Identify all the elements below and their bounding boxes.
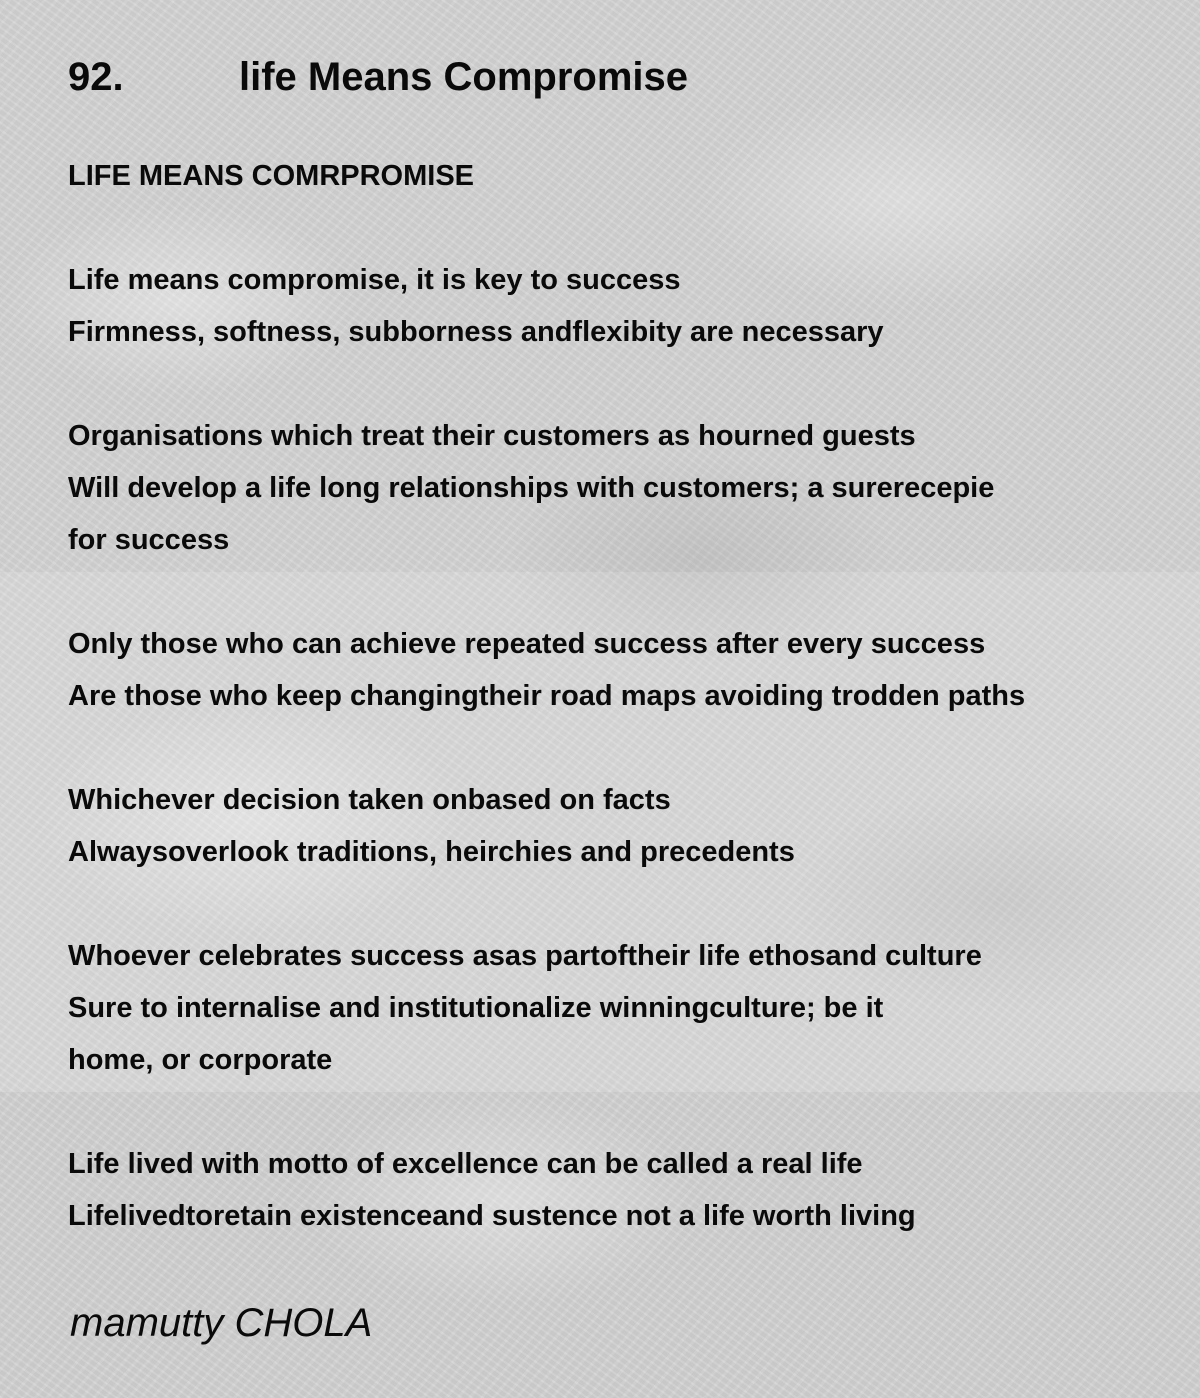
poem-line: Only those who can achieve repeated success after every success [68,628,986,660]
poem-heading: LIFE MEANS COMRPROMISE [68,160,475,192]
poem-line: Organisations which treat their customers as hourned guests [68,420,916,452]
stanza-1 [68,254,1025,358]
poem-line: Whichever decision taken onbased on facts [68,784,671,816]
poem-body [68,150,1025,1294]
poem-line: Firmness, softness, subborness andflexibity are necessary [68,316,884,348]
poem-line: Life means compromise, it is key to success [68,264,681,296]
stanza-3 [68,618,1025,722]
poem-heading-stanza [68,150,1025,202]
stanza-5 [68,930,1025,1086]
poem-line: Alwaysoverlook traditions, heirchies and precedents [68,836,795,868]
poem-line: for success [68,524,230,556]
poem-author: mamutty CHOLA [70,1301,373,1345]
stanza-6 [68,1138,1025,1242]
poem-line: Will develop a life long relationships with customers; a surerecepie [68,472,995,504]
poem-line: Sure to internalise and institutionalize winningculture; be it [68,992,884,1024]
poem-line: Life lived with motto of excellence can be called a real life [68,1148,863,1180]
stanza-2 [68,410,1025,566]
poem-line: Are those who keep changingtheir road maps avoiding trodden paths [68,680,1026,712]
poem-number: 92. [68,55,124,99]
poem-line: Lifelivedtoretain existenceand sustence not a life worth living [68,1200,916,1232]
poem-line: home, or corporate [68,1044,333,1076]
stanza-4 [68,774,1025,878]
poem-title-text: life Means Compromise [239,55,689,99]
poem-title [68,54,688,100]
poem-line: Whoever celebrates success asas partoftheir life ethosand culture [68,940,982,972]
